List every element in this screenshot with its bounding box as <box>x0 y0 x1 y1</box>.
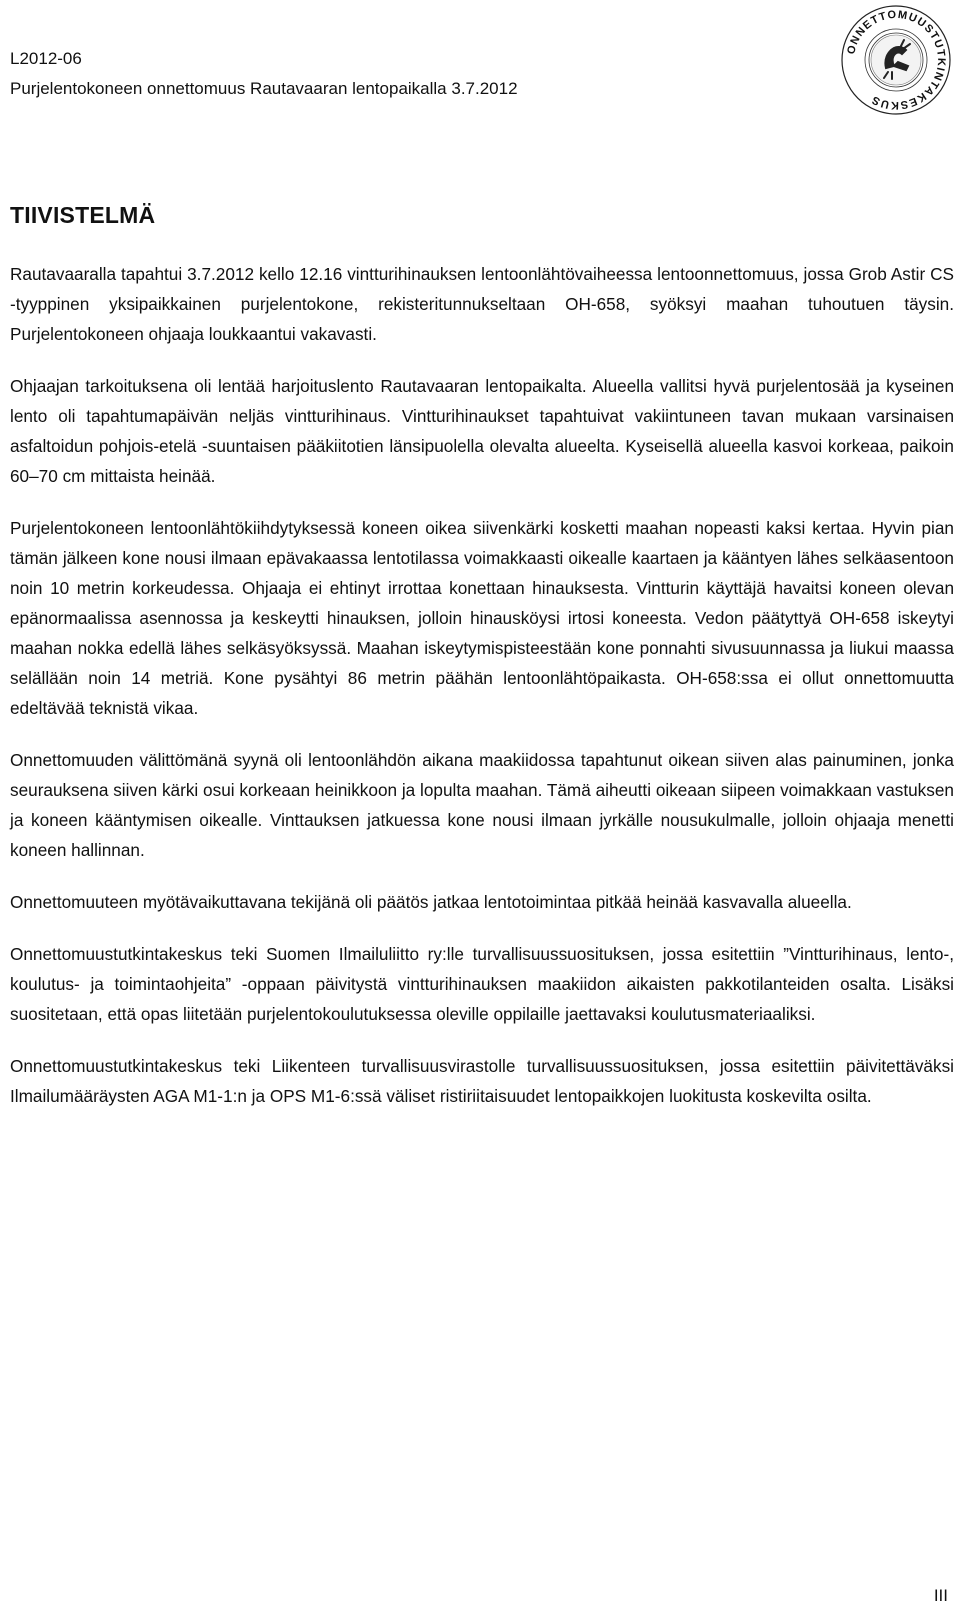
report-id: L2012-06 <box>10 49 82 68</box>
summary-paragraph-5: Onnettomuuteen myötävaikuttavana tekijänä oli päätös jatkaa lentotoimintaa pitkää heinää kasvavalla alueella. <box>10 892 852 912</box>
summary-paragraph-1: Rautavaaralla tapahtui 3.7.2012 kello 12.16 vintturihinauksen lentoonlähtövaiheessa lentoonnettomuus, jossa Grob Astir CS -tyyppinen yksipaikkainen purjelentokone, rekisteritunnukseltaan OH-658, syöksyi maahan tuhoutuen täysin. Purjelentokoneen ohjaaja loukkaantui vakavasti. <box>10 264 954 344</box>
agency-logo-icon <box>840 4 952 116</box>
page-number: III <box>933 1586 948 1605</box>
summary-paragraph-3: Purjelentokoneen lentoonlähtökiihdytyksessä koneen oikea siivenkärki kosketti maahan nopeasti kaksi kertaa. Hyvin pian tämän jälkeen kone nousi ilmaan epävakaassa lentotilassa voimakkaasti oikealle kaartaen ja kääntyen lähes selkäasentoon noin 10 metrin korkeudessa. Ohjaaja ei ehtinyt irrottaa konettaan hinauksesta. Vintturin käyttäjä havaitsi koneen olevan epänormaalissa asennossa ja keskeytti hinauksen, jolloin hinausköysi irtosi koneesta. Vedon päätyttyä OH-658 iskeytyi maahan nokka edellä lähes selkäsyöksyssä. Maahan iskeytymispisteestään kone ponnahti sivusuunnassa ja liukui maassa selällään noin 14 metriä. Kone pysähtyi 86 metrin päähän lentoonlähtöpaikasta. OH-658:ssa ei ollut onnettomuutta edeltävää teknistä vikaa. <box>10 518 954 718</box>
summary-paragraph-6: Onnettomuustutkintakeskus teki Suomen Ilmailuliitto ry:lle turvallisuussuosituksen, jossa esitettiin ”Vintturihinaus, lento-, koulutus- ja toimintaohjeita” -oppaan päivitystä vintturihinauksen maakiidon aikaisten pakkotilanteiden osalta. Lisäksi suositetaan, että opas liitetään purjelentokoulutuksessa oleville oppilaille jaettavaksi koulutusmateriaaliksi. <box>10 944 954 1024</box>
page-heading: TIIVISTELMÄ <box>10 202 156 228</box>
summary-paragraph-7: Onnettomuustutkintakeskus teki Liikenteen turvallisuusvirastolle turvallisuussuosituksen, jossa esitettiin päivitettäväksi Ilmailumääräysten AGA M1-1:n ja OPS M1-6:ssä väliset ristiriitaisuudet lentopaikkojen luokitusta koskevilta osilta. <box>10 1056 954 1106</box>
summary-paragraph-4: Onnettomuuden välittömänä syynä oli lentoonlähdön aikana maakiidossa tapahtunut oikean siiven alas painuminen, jonka seurauksena siiven kärki osui korkeaan heinikkoon ja lopulta maahan. Tämä aiheutti oikeaan siipeen voimakkaan vastuksen ja koneen kääntymisen oikealle. Vinttauksen jatkuessa kone nousi ilmaan jyrkälle nousukulmalle, jolloin ohjaaja menetti koneen hallinnan. <box>10 750 954 860</box>
report-title: Purjelentokoneen onnettomuus Rautavaaran lentopaikalla 3.7.2012 <box>10 79 518 98</box>
summary-paragraph-2: Ohjaajan tarkoituksena oli lentää harjoituslento Rautavaaran lentopaikalta. Alueella vallitsi hyvä purjelentosää ja kyseinen lento oli tapahtumapäivän neljäs vintturihinaus. Vintturihinaukset tapahtuivat vakiintuneen tavan mukaan varsinaisen asfaltoidun pohjois-etelä -suuntaisen pääkiitotien länsipuolella olevalta alueelta. Kyseisellä alueella kasvoi korkeaa, paikoin 60–70 cm mittaista heinää. <box>10 376 954 486</box>
summary-section <box>10 202 954 1133</box>
document-header <box>10 46 830 102</box>
logo-ring-text: ONNETTOMUUSTUTKINTAKESKUS <box>845 8 948 112</box>
